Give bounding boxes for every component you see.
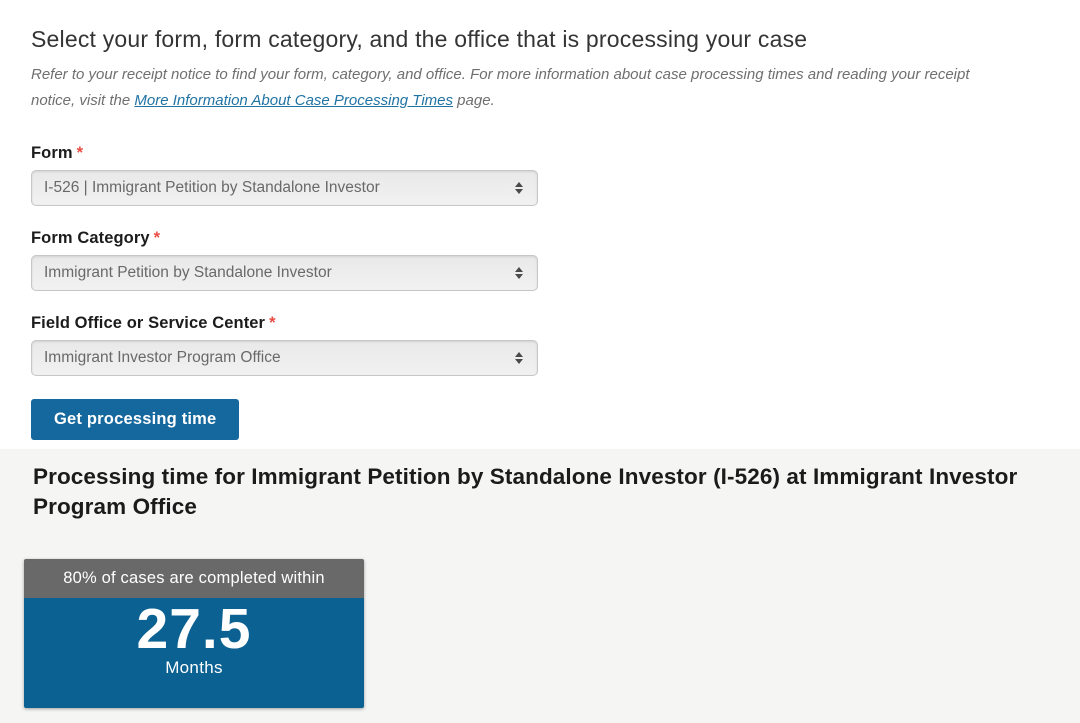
office-label-text: Field Office or Service Center (31, 313, 266, 332)
select-up-down-arrows-icon (515, 352, 523, 364)
processing-time-card (24, 559, 364, 708)
processing-time-card-body (24, 598, 364, 708)
form-required-asterisk: * (76, 143, 84, 162)
form-category-label-text: Form Category (31, 228, 150, 247)
form-category-field-group (31, 229, 538, 291)
processing-time-card-header: 80% of cases are completed within (24, 559, 364, 598)
processing-time-unit: Months (165, 657, 223, 677)
processing-time-value: 27.5 (136, 596, 252, 661)
office-required-asterisk: * (269, 313, 276, 332)
form-label-text: Form (31, 143, 73, 162)
form-select-value: I-526 | Immigrant Petition by Standalone Investor (44, 178, 380, 196)
office-select-value: Immigrant Investor Program Office (44, 348, 281, 366)
form-field-group (31, 144, 538, 206)
form-category-select[interactable] (31, 255, 538, 291)
results-heading: Processing time for Immigrant Petition by Standalone Investor (I-526) at Immigrant Investor Program Office (33, 464, 1018, 520)
intro-text-before-link: Refer to your receipt notice to find your form, category, and office. For more information about case processing times and reading your receipt notice, visit the (31, 66, 970, 109)
form-category-select-value: Immigrant Petition by Standalone Investor (44, 263, 332, 281)
page-title: Select your form, form category, and the office that is processing your case (31, 26, 808, 52)
select-up-down-arrows-icon (515, 182, 523, 194)
intro-text (31, 62, 1016, 114)
intro-text-after-link: page. (453, 91, 495, 109)
more-information-link[interactable]: More Information About Case Processing Times (134, 91, 454, 109)
get-processing-time-button[interactable]: Get processing time (31, 399, 239, 440)
office-field-group (31, 314, 538, 376)
form-label (31, 144, 538, 163)
form-select[interactable] (31, 170, 538, 206)
processing-time-results-section (0, 449, 1080, 723)
office-select[interactable] (31, 340, 538, 376)
form-category-required-asterisk: * (153, 228, 161, 247)
select-up-down-arrows-icon (515, 267, 523, 279)
office-label (31, 314, 538, 333)
form-category-label (31, 229, 538, 248)
